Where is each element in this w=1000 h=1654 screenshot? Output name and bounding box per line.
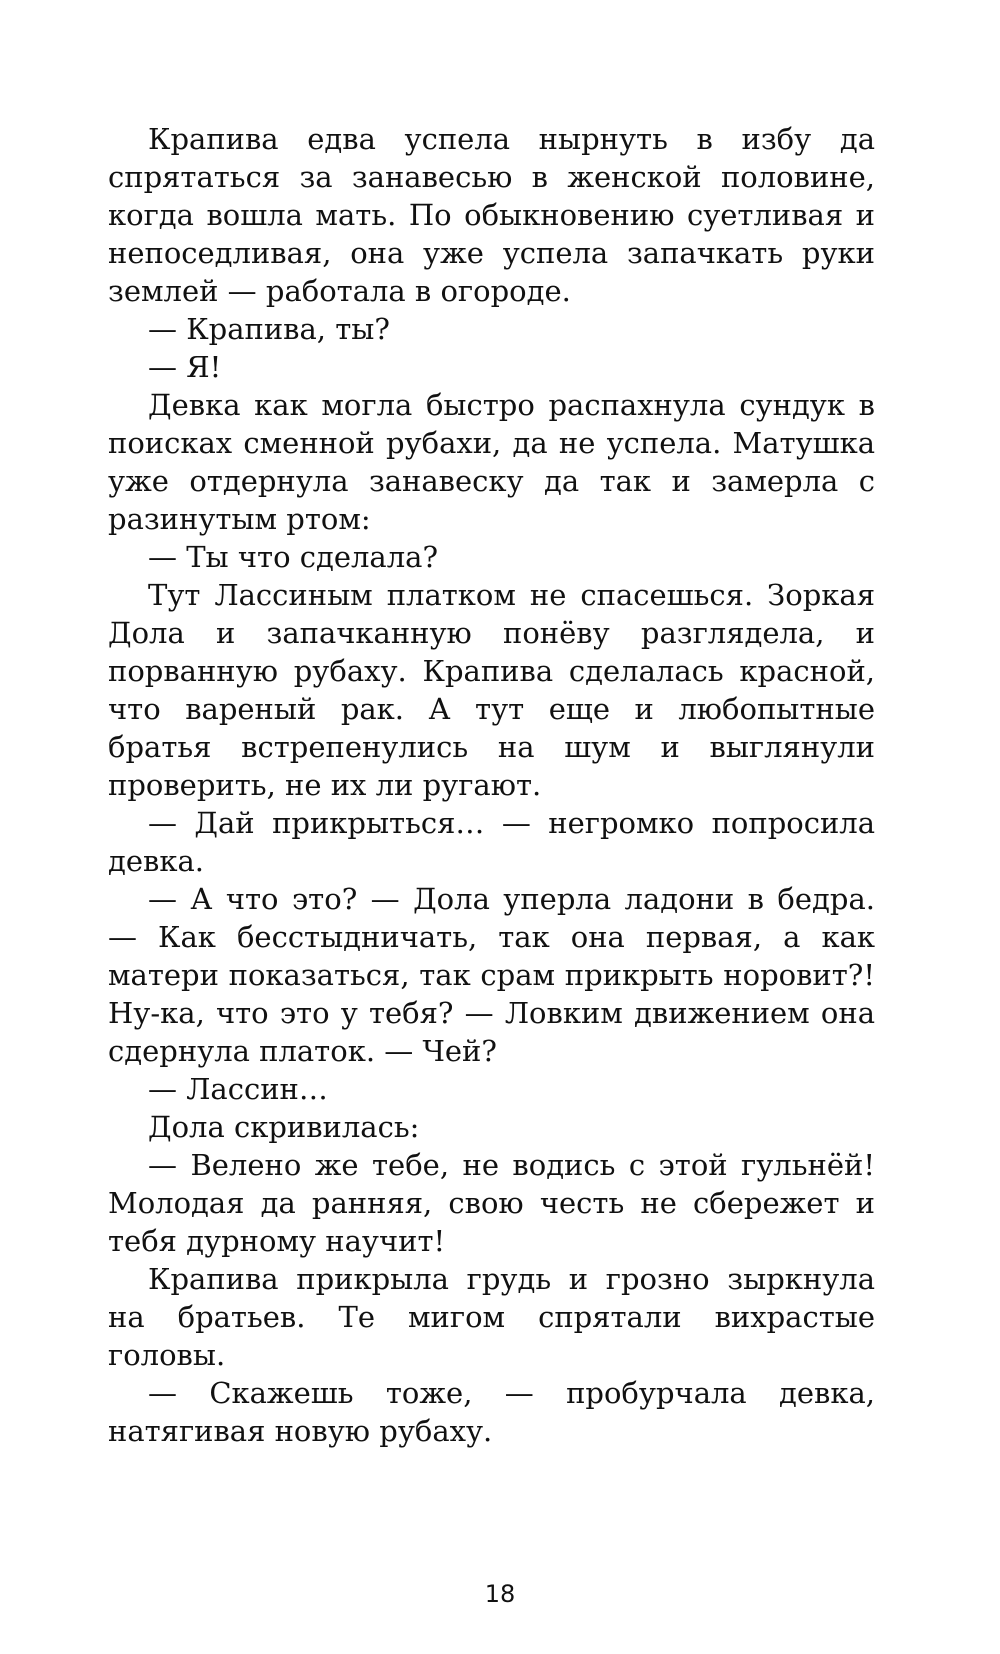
paragraph: — Ты что сделала? <box>148 540 438 574</box>
book-page-text <box>108 120 875 1450</box>
paragraph: — Дай прикрыться… — негромко попросила девка. <box>108 806 875 878</box>
paragraph: — Крапива, ты? <box>148 312 390 346</box>
paragraph: Тут Лассиным платком не спасешься. Зоркая Дола и запачканную понёву разглядела, и порванную рубаху. Крапива сделалась красной, что вареный рак. А тут еще и любопытные братья встрепенулись на шум и выглянули проверить, не их ли ругают. <box>108 578 875 802</box>
paragraph: — А что это? — Дола уперла ладони в бедра. — Как бесстыдничать, так она первая, а как матери показаться, так срам прикрыть норовит?! Ну-ка, что это у тебя? — Ловким движением она сдернула платок. — Чей? <box>108 882 875 1068</box>
paragraph: — Лассин… <box>148 1072 328 1106</box>
paragraph: Девка как могла быстро распахнула сундук в поисках сменной рубахи, да не успела. Матушка уже отдернула занавеску да так и замерла с разинутым ртом: <box>108 388 875 536</box>
page-number: 18 <box>484 1580 516 1608</box>
paragraph: — Я! <box>148 350 222 384</box>
paragraph: — Велено же тебе, не водись с этой гульнёй! Молодая да ранняя, свою честь не сбережет и тебя дурному научит! <box>108 1148 875 1258</box>
paragraph: Дола скривилась: <box>148 1110 420 1144</box>
paragraph: Крапива прикрыла грудь и грозно зыркнула на братьев. Те мигом спрятали вихрастые головы. <box>108 1262 875 1372</box>
paragraph: Крапива едва успела нырнуть в избу да спрятаться за занавесью в женской половине, когда вошла мать. По обыкновению суетливая и непоседливая, она уже успела запачкать руки землей — работала в огороде. <box>108 122 875 308</box>
paragraph: — Скажешь тоже, — пробурчала девка, натягивая новую рубаху. <box>108 1376 875 1448</box>
